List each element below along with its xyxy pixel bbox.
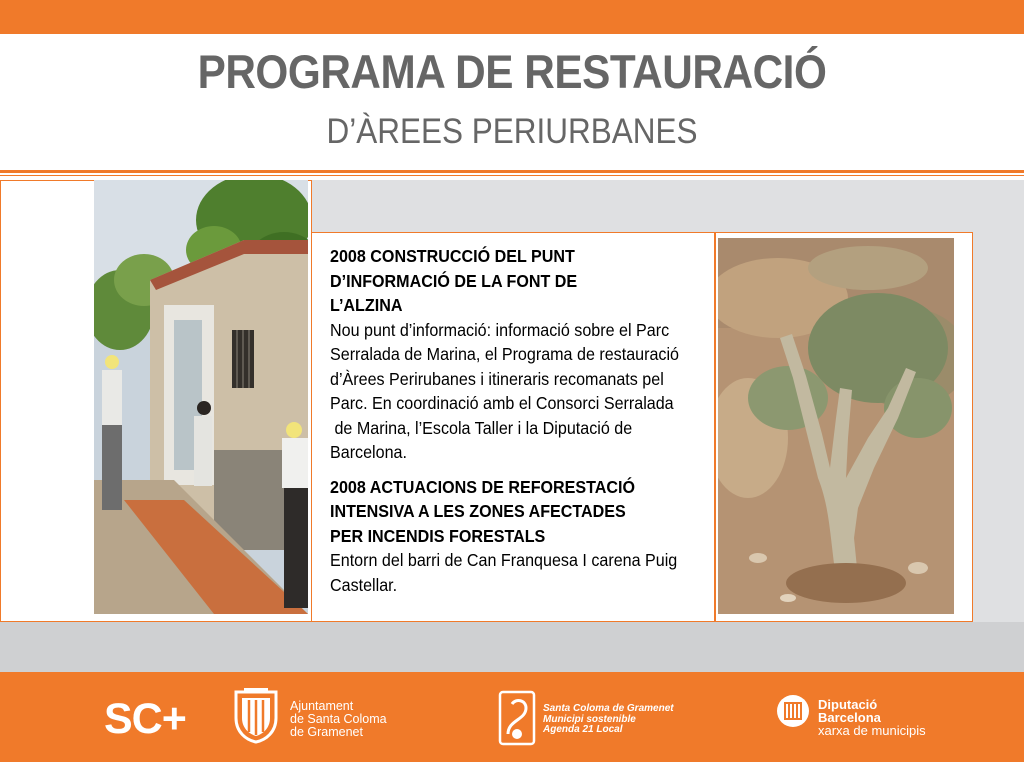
section1-body — [330, 318, 703, 465]
section-spacer — [330, 465, 703, 475]
diputacio-label-line: Barcelona — [818, 710, 881, 725]
section1-body-line: Barcelona. — [330, 442, 407, 462]
diputacio-label-line: xarxa de municipis — [818, 723, 926, 738]
sostenible-label-line: Municipi sostenible — [543, 713, 636, 725]
section1-body-line: Nou punt d’informació: informació sobre el Parc — [330, 319, 670, 340]
building-construction-photo — [94, 180, 308, 614]
section2-body-line: Entorn del barri de Can Franquesa I carena Puig — [330, 550, 678, 570]
section2-body — [330, 548, 703, 597]
section1-body-line: Parc. En coordinació amb el Consorci Serralada — [330, 393, 674, 413]
section1-body-line: d’Àrees Perirubanes i itineraris recomanats pel — [330, 368, 664, 389]
section1-heading-line: L’ALZINA — [330, 295, 403, 315]
ajuntament-label — [290, 700, 387, 739]
santa-coloma-sostenible-emblem-icon — [498, 690, 536, 746]
section2-heading-line: INTENSIVA A LES ZONES AFECTADES — [330, 501, 626, 521]
section2-heading-line: PER INCENDIS FORESTALS — [330, 525, 546, 546]
ajuntament-coat-of-arms-icon — [230, 688, 282, 744]
header-divider-thick — [0, 170, 1024, 173]
section1-heading — [330, 244, 703, 318]
section1-body-line: de Marina, l’Escola Taller i la Diputació de — [330, 417, 633, 438]
section1-heading-line: D’INFORMACIÓ DE LA FONT DE — [330, 270, 578, 291]
page-title: PROGRAMA DE RESTAURACIÓ — [197, 45, 827, 98]
content-bottom-band — [0, 622, 1024, 672]
sostenible-label-line: Agenda 21 Local — [543, 724, 623, 735]
section1-body-line: Serralada de Marina, el Programa de restauració — [330, 344, 680, 364]
ajuntament-label-line: de Santa Coloma — [290, 712, 387, 726]
top-accent-bar — [0, 0, 1024, 34]
section2-body-line: Castellar. — [330, 574, 398, 595]
diputacio-label-line: Diputació — [818, 697, 878, 712]
diputacio-label — [818, 698, 926, 737]
text-content — [330, 244, 703, 597]
ajuntament-label-line: de Gramenet — [290, 725, 363, 739]
page-subtitle: D’ÀREES PERIURBANES — [326, 112, 698, 151]
header-divider-thin — [0, 175, 1024, 176]
scplus-logo: SC+ — [104, 695, 186, 743]
sostenible-label-line: Santa Coloma de Gramenet — [543, 703, 674, 714]
section2-heading — [330, 475, 703, 549]
section1-heading-line: 2008 CONSTRUCCIÓ DEL PUNT — [330, 246, 575, 266]
diputacio-emblem-icon — [776, 694, 810, 728]
sostenible-label — [543, 704, 674, 736]
section2-heading-line: 2008 ACTUACIONS DE REFORESTACIÓ — [330, 476, 636, 497]
olive-tree-photo — [718, 238, 954, 614]
ajuntament-label-line: Ajuntament — [290, 699, 354, 713]
